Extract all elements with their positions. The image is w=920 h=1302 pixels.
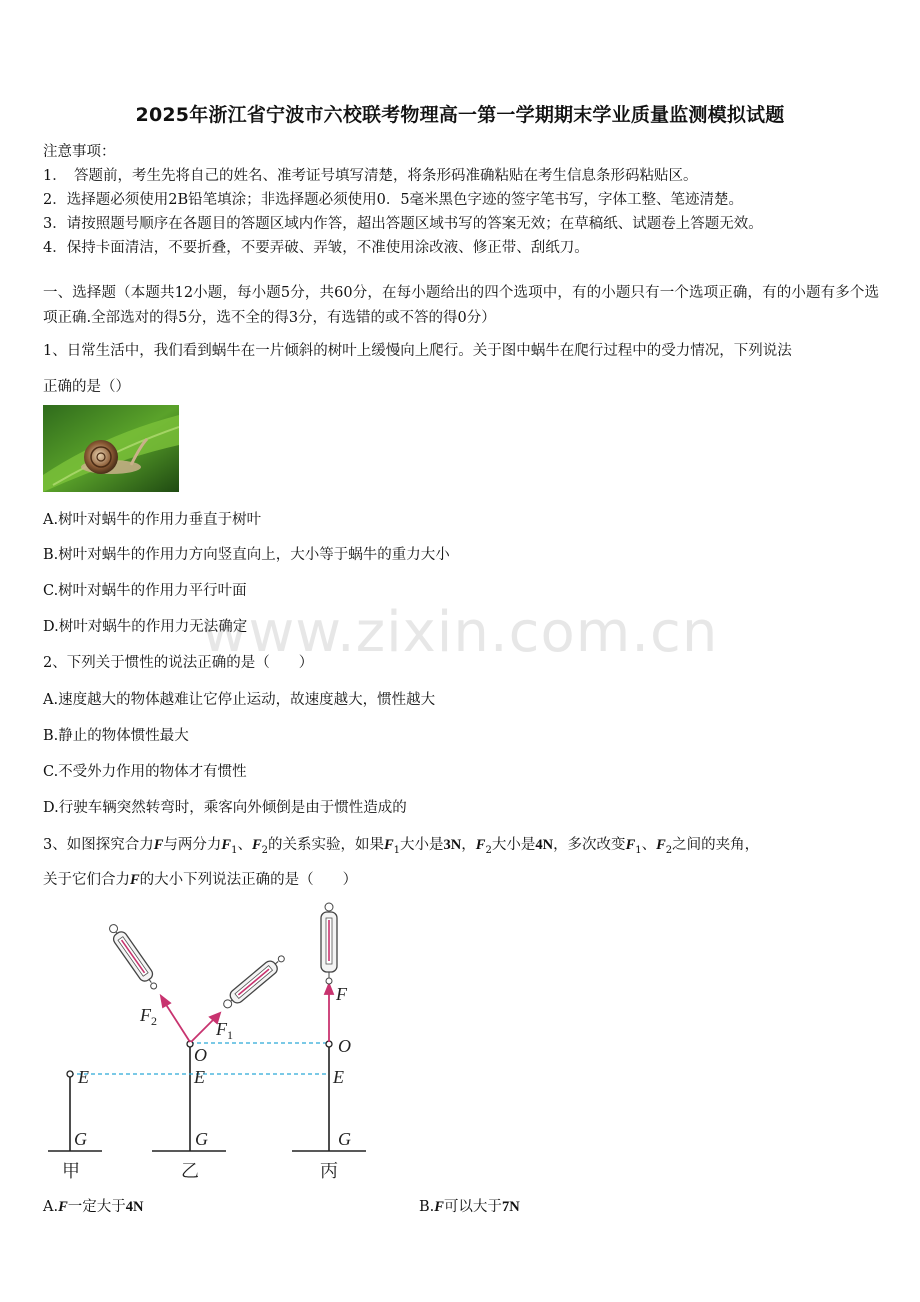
q1-option-c: C.树叶对蜗牛的作用力平行叶面 xyxy=(43,583,247,599)
label-g-jia: G xyxy=(74,1129,87,1149)
q2-option-a: A.速度越大的物体越难让它停止运动，故速度越大，惯性越大 xyxy=(43,692,436,708)
label-g-bing: G xyxy=(338,1129,351,1149)
label-g-yi: G xyxy=(195,1129,208,1149)
q3-stem-cont: 关于它们合力F的大小下列说法正确的是（ ） xyxy=(43,872,358,888)
caption-bing: 丙 xyxy=(320,1161,338,1182)
arrow-head-f xyxy=(325,984,333,994)
snail-on-leaf-image xyxy=(43,405,179,492)
spring-scale-left xyxy=(106,921,162,992)
section-intro: 一、选择题（本题共12小题，每小题5分，共60分，在每小题给出的四个选项中，有的小题只有一个选项正确，有的小题有多个选项正确.全部选对的得5分，选不全的得3分，有选错的或不答的得0分） xyxy=(43,285,879,326)
arrow-head-f2 xyxy=(161,996,170,1007)
label-o-bing: O xyxy=(338,1036,351,1056)
q2-stem: 2、下列关于惯性的说法正确的是（ ） xyxy=(43,655,314,671)
label-f2: $F_2$ xyxy=(140,1005,157,1028)
q2-option-d: D.行驶车辆突然转弯时，乘客向外倾倒是由于惯性造成的 xyxy=(43,800,407,816)
spring-scale-right xyxy=(220,952,288,1012)
q1-stem-cont: 正确的是（） xyxy=(43,379,130,395)
q2-option-c: C.不受外力作用的物体才有惯性 xyxy=(43,764,247,780)
notice-heading: 注意事项： xyxy=(43,144,116,160)
q2-option-b: B.静止的物体惯性最大 xyxy=(43,728,189,744)
label-o-yi: O xyxy=(194,1045,207,1065)
watermark-text: www.zixin.com.cn xyxy=(201,600,719,665)
q1-option-a: A.树叶对蜗牛的作用力垂直于树叶 xyxy=(43,512,262,528)
point-e-jia xyxy=(67,1071,73,1077)
notice-item-4: 4．保持卡面清洁，不要折叠，不要弄破、弄皱，不准使用涂改液、修正带、刮纸刀。 xyxy=(43,240,589,256)
force-experiment-diagram xyxy=(40,895,380,1190)
q3-stem: 3、如图探究合力F与两分力$F_1$、$F_2$的关系实验，如果$F_1$大小是3N，$F_2$大小是4N，多次改变$F_1$、$F_2$之间的夹角， xyxy=(43,837,760,856)
label-f1: $F_1$ xyxy=(216,1019,233,1042)
label-e-bing: E xyxy=(333,1067,344,1087)
label-e-yi: E xyxy=(194,1067,205,1087)
page-title: 2025年浙江省宁波市六校联考物理高一第一学期期末学业质量监测模拟试题 xyxy=(135,104,785,126)
label-f: F xyxy=(336,984,347,1004)
notice-item-2: 2．选择题必须使用2B铅笔填涂；非选择题必须使用0．5毫米黑色字迹的签字笔书写，字体工整、笔迹清楚。 xyxy=(43,192,744,208)
arrow-f2 xyxy=(165,1003,190,1042)
q1-option-b: B.树叶对蜗牛的作用力方向竖直向上，大小等于蜗牛的重力大小 xyxy=(43,547,450,563)
spring-scale-vertical xyxy=(321,903,337,984)
q3-option-b: B.F可以大于7N xyxy=(419,1199,520,1215)
q1-stem: 1、日常生活中，我们看到蜗牛在一片倾斜的树叶上缓慢向上爬行。关于图中蜗牛在爬行过程中的受力情况，下列说法 xyxy=(43,343,792,359)
q1-option-d: D.树叶对蜗牛的作用力无法确定 xyxy=(43,619,248,635)
q3-option-a: A.F一定大于4N xyxy=(43,1199,144,1215)
label-e-jia: E xyxy=(78,1067,89,1087)
caption-jia: 甲 xyxy=(62,1161,80,1182)
arrow-f1 xyxy=(191,1019,214,1042)
notice-item-1: 1． 答题前，考生先将自己的姓名、准考证号填写清楚，将条形码准确粘贴在考生信息条形码粘贴区。 xyxy=(43,168,698,184)
caption-yi: 乙 xyxy=(181,1161,199,1182)
notice-item-3: 3．请按照题号顺序在各题目的答题区域内作答，超出答题区域书写的答案无效；在草稿纸、试题卷上答题无效。 xyxy=(43,216,763,232)
